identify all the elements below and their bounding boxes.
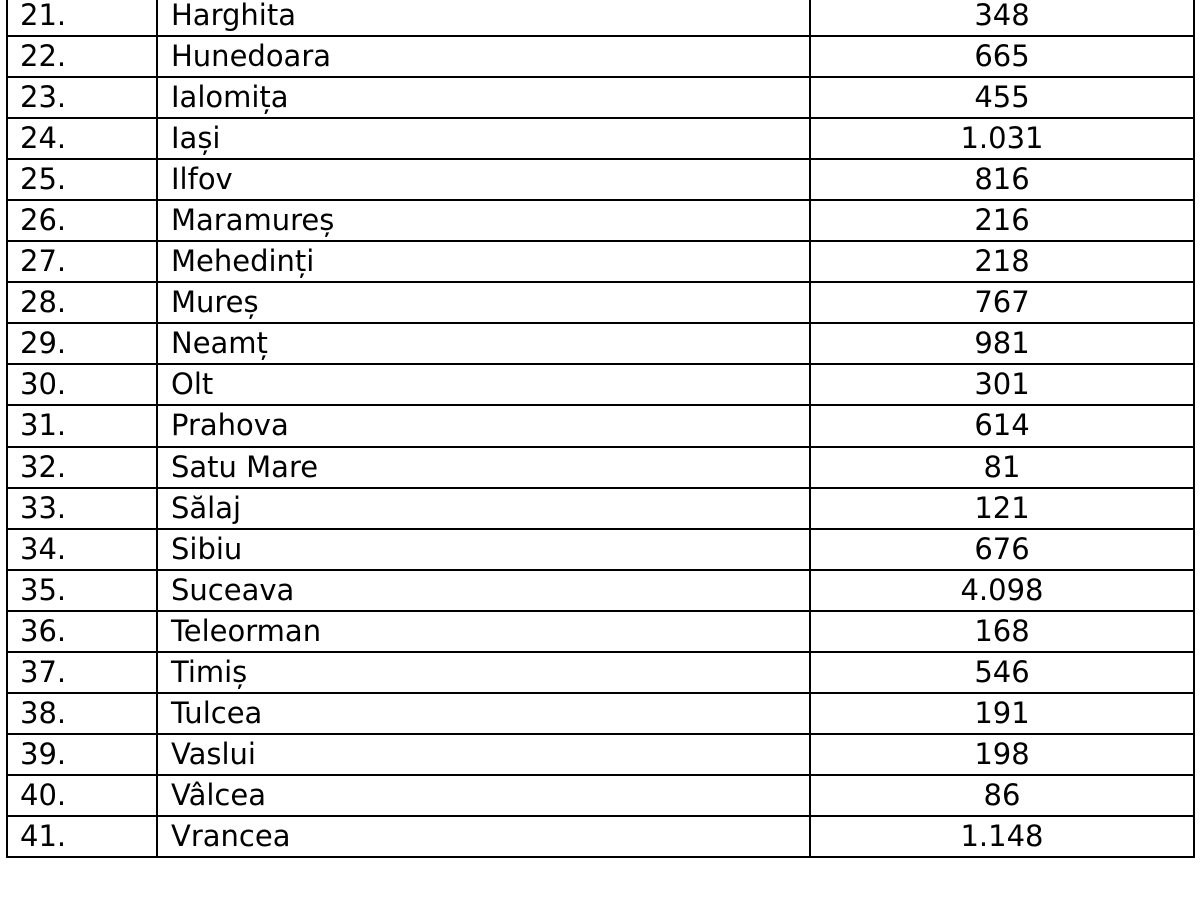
county-name: Hunedoara	[157, 36, 810, 77]
county-value: 168	[810, 611, 1194, 652]
county-name: Neamț	[157, 323, 810, 364]
table-row	[7, 364, 1194, 405]
row-number: 37.	[7, 652, 157, 693]
county-value: 767	[810, 282, 1194, 323]
county-name: Iași	[157, 118, 810, 159]
county-value: 676	[810, 529, 1194, 570]
county-name: Sibiu	[157, 529, 810, 570]
county-value: 614	[810, 405, 1194, 446]
county-value: 546	[810, 652, 1194, 693]
county-value: 191	[810, 693, 1194, 734]
county-value: 981	[810, 323, 1194, 364]
county-value: 1.148	[810, 816, 1194, 857]
county-value: 86	[810, 775, 1194, 816]
table-row	[7, 282, 1194, 323]
county-value: 81	[810, 447, 1194, 488]
county-value: 1.031	[810, 118, 1194, 159]
row-number: 22.	[7, 36, 157, 77]
table-row	[7, 447, 1194, 488]
county-value: 198	[810, 734, 1194, 775]
row-number: 26.	[7, 200, 157, 241]
row-number: 25.	[7, 159, 157, 200]
table-row	[7, 693, 1194, 734]
county-value: 121	[810, 488, 1194, 529]
table-row	[7, 0, 1194, 36]
county-value: 348	[810, 0, 1194, 36]
county-name: Mureș	[157, 282, 810, 323]
county-table	[6, 0, 1195, 858]
row-number: 23.	[7, 77, 157, 118]
county-name: Mehedinți	[157, 241, 810, 282]
table-row	[7, 488, 1194, 529]
county-name: Suceava	[157, 570, 810, 611]
county-value: 4.098	[810, 570, 1194, 611]
row-number: 36.	[7, 611, 157, 652]
row-number: 38.	[7, 693, 157, 734]
table-row	[7, 200, 1194, 241]
row-number: 40.	[7, 775, 157, 816]
row-number: 33.	[7, 488, 157, 529]
county-value: 816	[810, 159, 1194, 200]
table-row	[7, 611, 1194, 652]
table-row	[7, 323, 1194, 364]
county-name: Harghita	[157, 0, 810, 36]
row-number: 34.	[7, 529, 157, 570]
table-row	[7, 241, 1194, 282]
county-name: Maramureș	[157, 200, 810, 241]
table-row	[7, 816, 1194, 857]
row-number: 29.	[7, 323, 157, 364]
county-value: 216	[810, 200, 1194, 241]
row-number: 41.	[7, 816, 157, 857]
table-row	[7, 77, 1194, 118]
county-name: Ialomița	[157, 77, 810, 118]
row-number: 27.	[7, 241, 157, 282]
row-number: 21.	[7, 0, 157, 36]
table-row	[7, 652, 1194, 693]
row-number: 28.	[7, 282, 157, 323]
county-name: Timiș	[157, 652, 810, 693]
table-row	[7, 118, 1194, 159]
county-name: Satu Mare	[157, 447, 810, 488]
county-name: Vâlcea	[157, 775, 810, 816]
table-row	[7, 775, 1194, 816]
county-name: Sălaj	[157, 488, 810, 529]
county-name: Prahova	[157, 405, 810, 446]
county-value: 665	[810, 36, 1194, 77]
county-value: 455	[810, 77, 1194, 118]
table-row	[7, 159, 1194, 200]
county-name: Ilfov	[157, 159, 810, 200]
county-table-body	[7, 0, 1194, 857]
row-number: 30.	[7, 364, 157, 405]
county-value: 301	[810, 364, 1194, 405]
table-row	[7, 405, 1194, 446]
table-row	[7, 529, 1194, 570]
table-row	[7, 734, 1194, 775]
row-number: 32.	[7, 447, 157, 488]
county-value: 218	[810, 241, 1194, 282]
row-number: 35.	[7, 570, 157, 611]
row-number: 39.	[7, 734, 157, 775]
row-number: 31.	[7, 405, 157, 446]
table-row	[7, 36, 1194, 77]
county-name: Olt	[157, 364, 810, 405]
county-name: Vrancea	[157, 816, 810, 857]
table-row	[7, 570, 1194, 611]
row-number: 24.	[7, 118, 157, 159]
county-name: Teleorman	[157, 611, 810, 652]
county-name: Tulcea	[157, 693, 810, 734]
county-name: Vaslui	[157, 734, 810, 775]
